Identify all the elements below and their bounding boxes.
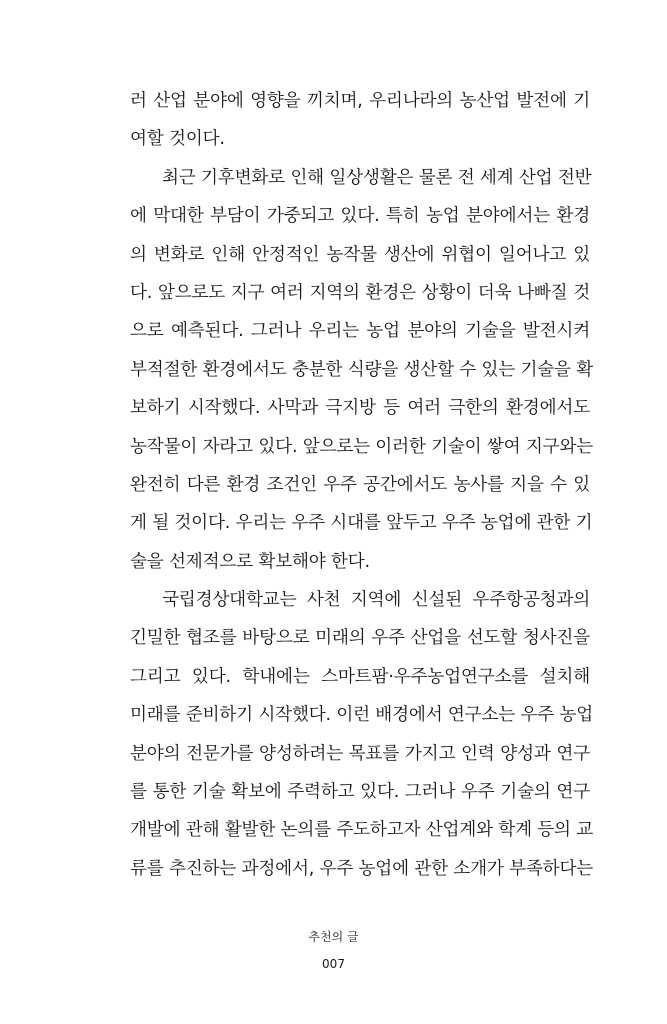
running-footer-title: 추천의 글 [308,930,359,944]
text-line: 그리고 있다. 학내에는 스마트팜·우주농업연구소를 설치해 [130,666,590,687]
text-line: 류를 추진하는 과정에서, 우주 농업에 관한 소개가 부족하다는 [130,858,594,879]
text-line: 술을 선제적으로 확보해야 한다. [130,551,370,572]
text-line: 에 막대한 부담이 가중되고 있다. 특히 농업 분야에서는 환경 [130,206,590,227]
text-line: 부적절한 환경에서도 충분한 식량을 생산할 수 있는 기술을 확 [130,359,594,380]
text-line: 완전히 다른 환경 조건인 우주 공간에서도 농사를 지을 수 있 [130,474,590,495]
text-line: 다. 앞으로도 지구 여러 지역의 환경은 상황이 더욱 나빠질 것 [130,282,590,303]
body-text [130,82,594,888]
text-line: 를 통한 기술 확보에 주력하고 있다. 그러나 우주 기술의 연구 [130,782,590,803]
text-line: 긴밀한 협조를 바탕으로 미래의 우주 산업을 선도할 청사진을 [130,628,590,649]
paragraph-start-line: 최근 기후변화로 인해 일상생활은 물론 전 세계 산업 전반 [162,167,592,188]
text-line: 보하기 시작했다. 사막과 극지방 등 여러 극한의 환경에서도 [130,398,590,419]
page-number: 007 [322,957,345,971]
paragraph-start-line: 국립경상대학교는 사천 지역에 신설된 우주항공청과의 [162,590,590,611]
text-line: 여할 것이다. [130,129,225,150]
text-line: 게 될 것이다. 우리는 우주 시대를 앞두고 우주 농업에 관한 기 [130,513,593,534]
text-line: 미래를 준비하기 시작했다. 이런 배경에서 연구소는 우주 농업 [130,705,594,726]
text-line: 분야의 전문가를 양성하려는 목표를 가지고 인력 양성과 연구 [130,743,590,764]
text-line: 농작물이 자라고 있다. 앞으로는 이러한 기술이 쌓여 지구와는 [130,436,594,457]
text-line: 의 변화로 인해 안정적인 농작물 생산에 위협이 일어나고 있 [130,244,590,265]
text-line: 개발에 관해 활발한 논의를 주도하고자 산업계와 학계 등의 교 [130,820,594,841]
text-line: 으로 예측된다. 그러나 우리는 농업 분야의 기술을 발전시켜 [130,321,590,342]
text-line: 러 산업 분야에 영향을 끼치며, 우리나라의 농산업 발전에 기 [130,91,590,111]
